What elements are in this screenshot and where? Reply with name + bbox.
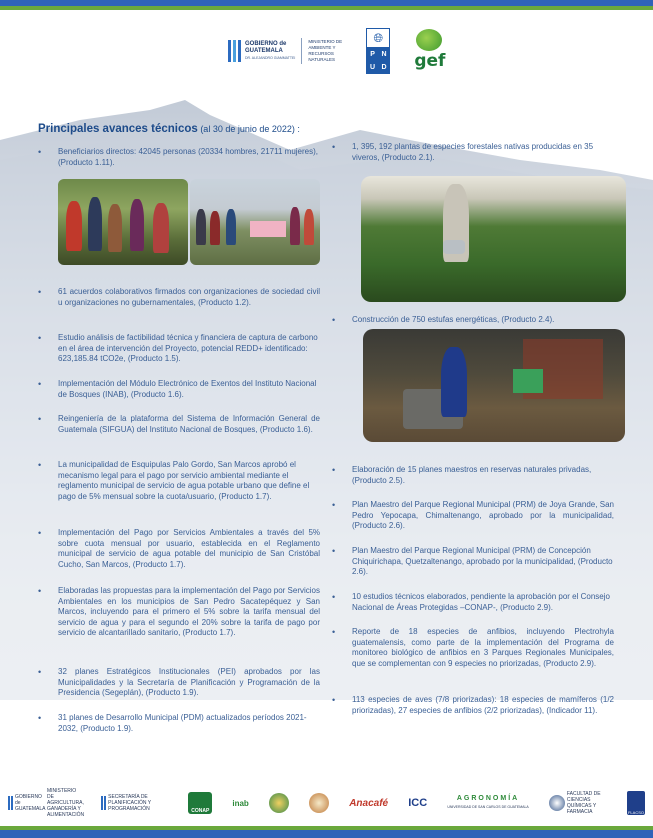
left-bullet-propuestas-psa: • Elaboradas las propuestas para la implementación del Pago por Servicios Ambientales en los municipios de San Pedro Sacatepéquez y San Marcos, incluyendo para el primero el 5% sobre la tarifa mensual del servicio de agua y para el segundo el 20% sobre la tarifa de pago por servicio de alcantarillado sanitario, (Producto 1.7).: [58, 586, 320, 639]
ccqq-logo: [549, 791, 607, 815]
left-bullet-acuerdos: • 61 acuerdos colaborativos firmados con organizaciones de sociedad civil u organizaciones no gubernamentales, (Producto 1.2).: [58, 287, 320, 308]
gef-logo: [408, 29, 448, 73]
gobierno-guatemala-logo: [228, 40, 295, 62]
right-bullet-estufas: • Construcción de 750 estufas energéticas, (Producto 2.4).: [352, 315, 614, 326]
anacafe-logo: Anacafé: [349, 797, 389, 809]
gobierno-bars-icon: [228, 40, 241, 62]
flacso-logo: FLACSO: [627, 791, 645, 815]
left-bullet-carbono: • Estudio análisis de factibilidad técnica y financiera de captura de carbono en el área de intervención del Proyecto, potencial REDD+ identificado: 623,185.84 tCO2e, (Producto 1.5).: [58, 333, 320, 365]
top-color-band: [0, 0, 653, 10]
left-bullet-esquipulas: • La municipalidad de Esquipulas Palo Gordo, San Marcos aprobó el mecanismo legal para el pago por servicio ambiental mediante el reglamento municipal de servicio de agua potable urbano que define el pago de 5% mensual sobre la cuota/usuario, (Producto 1.7).: [58, 460, 320, 502]
right-bullet-joya-grande: • Plan Maestro del Parque Regional Municipal (PRM) de Joya Grande, San Pedro Yepocapa, Chimaltenango, aprobado por la municipalidad, (Producto 2.6).: [352, 500, 614, 532]
gobierno-bars-icon: [8, 796, 13, 810]
bottom-color-band: [0, 826, 653, 838]
footer-segeplan-text: SECRETARÍA DE PLANIFICACIÓN Y PROGRAMACIÓN: [108, 794, 152, 812]
pnud-logo: [366, 28, 390, 74]
footer-logo-segeplan: [101, 794, 168, 812]
gobierno-bars-icon: [101, 796, 106, 810]
right-bullet-planes-maestros: • Elaboración de 15 planes maestros en reservas naturales privadas, (Producto 2.5).: [352, 465, 614, 486]
logo-divider: [301, 38, 302, 64]
right-bullet-concepcion: • Plan Maestro del Parque Regional Municipal (PRM) de Concepción Chiquirichapa, Quetzaltenango, aprobado por la municipalidad, (Producto 2.6).: [352, 546, 614, 578]
footer-gob-text: GOBIERNO de GUATEMALA: [15, 794, 46, 812]
seal-icon-2: [309, 793, 329, 813]
right-bullet-aves: • 113 especies de aves (7/8 priorizadas): 18 especies de mamíferos (1/2 priorizadas), 27 especies de anfibios (2/2 priorizadas), (Indicador 11).: [352, 695, 614, 716]
marn-logo-text: MINISTERIO DE AMBIENTE Y RECURSOS NATURALES: [308, 39, 343, 62]
header-logos: [228, 28, 448, 74]
gef-globe-icon: [416, 29, 442, 51]
page-title: [38, 123, 300, 135]
gob-name-line-2: GUATEMALA: [245, 47, 283, 54]
left-bullet-san-cristobal: • Implementación del Pago por Servicios Ambientales a través del 5% sobre cuota mensual por usuario, establecida en el Reglamento municipal de servicio de agua potable del municipio de San Cristóbal Cucho, San Marcos, (Producto 1.7).: [58, 528, 320, 570]
agronomia-logo: [447, 795, 528, 811]
agronomia-sub: UNIVERSIDAD DE SAN CARLOS DE GUATEMALA: [447, 805, 529, 809]
seal-icon: [269, 793, 289, 813]
left-bullet-modulo-exentos: • Implementación del Módulo Electrónico de Exentos del Instituto Nacional de Bosques (INAB), (Producto 1.6).: [58, 379, 320, 400]
ccqq-text: FACULTAD DE CIENCIAS QUÍMICAS Y FARMACIA: [566, 791, 601, 815]
title-main: Principales avances técnicos: [38, 123, 198, 135]
conap-logo: CONAP: [188, 792, 212, 814]
left-bullet-sifgua: • Reingeniería de la plataforma del Sistema de Información General de Guatemala (SIFGUA) del Instituto Nacional de Bosques, (Producto 1.6).: [58, 414, 320, 435]
agronomia-text: AGRONOMÍA: [456, 795, 520, 802]
footer-logo-gobierno-maga: [8, 788, 85, 818]
pnud-letter-p: P: [367, 48, 378, 60]
footer-maga-text: MINISTERIO DE AGRICULTURA, GANADERÍA Y ALIMENTACIÓN: [47, 788, 85, 818]
photo-tree-nursery: [361, 176, 626, 302]
left-bullet-beneficiarios: • Beneficiarios directos: 42045 personas (20334 hombres, 21711 mujeres), (Producto 1.11).: [58, 147, 320, 168]
photo-community-meeting: [190, 179, 320, 265]
icc-logo: ICC: [408, 797, 428, 809]
usac-seal-icon: [549, 795, 565, 811]
left-bullet-pdm: • 31 planes de Desarrollo Municipal (PDM) actualizados períodos 2021-2032, (Producto 1.9).: [58, 713, 320, 734]
pnud-letter-n: N: [379, 48, 390, 60]
photo-energy-stove: [363, 329, 625, 442]
photo-community-farm: [58, 179, 188, 265]
right-bullet-anfibios: • Reporte de 18 especies de anfibios, incluyendo Plectrohyla guatemalensis, como parte de la implementación del Programa de monitoreo biológico de anfibios en 3 Parques Regionales Municipales, que se complementan con 9 especies no priorizadas, (Producto 2.9).: [352, 627, 614, 669]
partner-logos-footer: [8, 788, 645, 818]
pnud-letter-d: D: [379, 61, 390, 73]
pnud-letter-u: U: [367, 61, 378, 73]
gef-wordmark: gef: [414, 51, 446, 71]
left-bullet-pei: • 32 planes Estratégicos Institucionales (PEI) aprobados por las Municipalidades y la Secretaría de Planificación y Programación de la Presidencia (Segeplán), (Producto 1.9).: [58, 667, 320, 699]
right-bullet-estudios-conap: • 10 estudios técnicos elaborados, pendiente la aprobación por el Consejo Nacional de Áreas Protegidas –CONAP-, (Producto 2.9).: [352, 592, 614, 613]
gob-name-line-1: GOBIERNO de: [245, 40, 287, 47]
title-date: (al 30 de junio de 2022) :: [197, 124, 300, 134]
gob-sub: DR. ALEJANDRO GIAMMATTEI: [245, 55, 296, 60]
inab-logo: inab: [232, 798, 249, 808]
un-emblem-icon: 🌐︎: [367, 29, 389, 47]
right-bullet-plantas: • 1, 395, 192 plantas de especies forestales nativas producidas en 35 viveros, (Producto 2.1).: [352, 142, 614, 163]
